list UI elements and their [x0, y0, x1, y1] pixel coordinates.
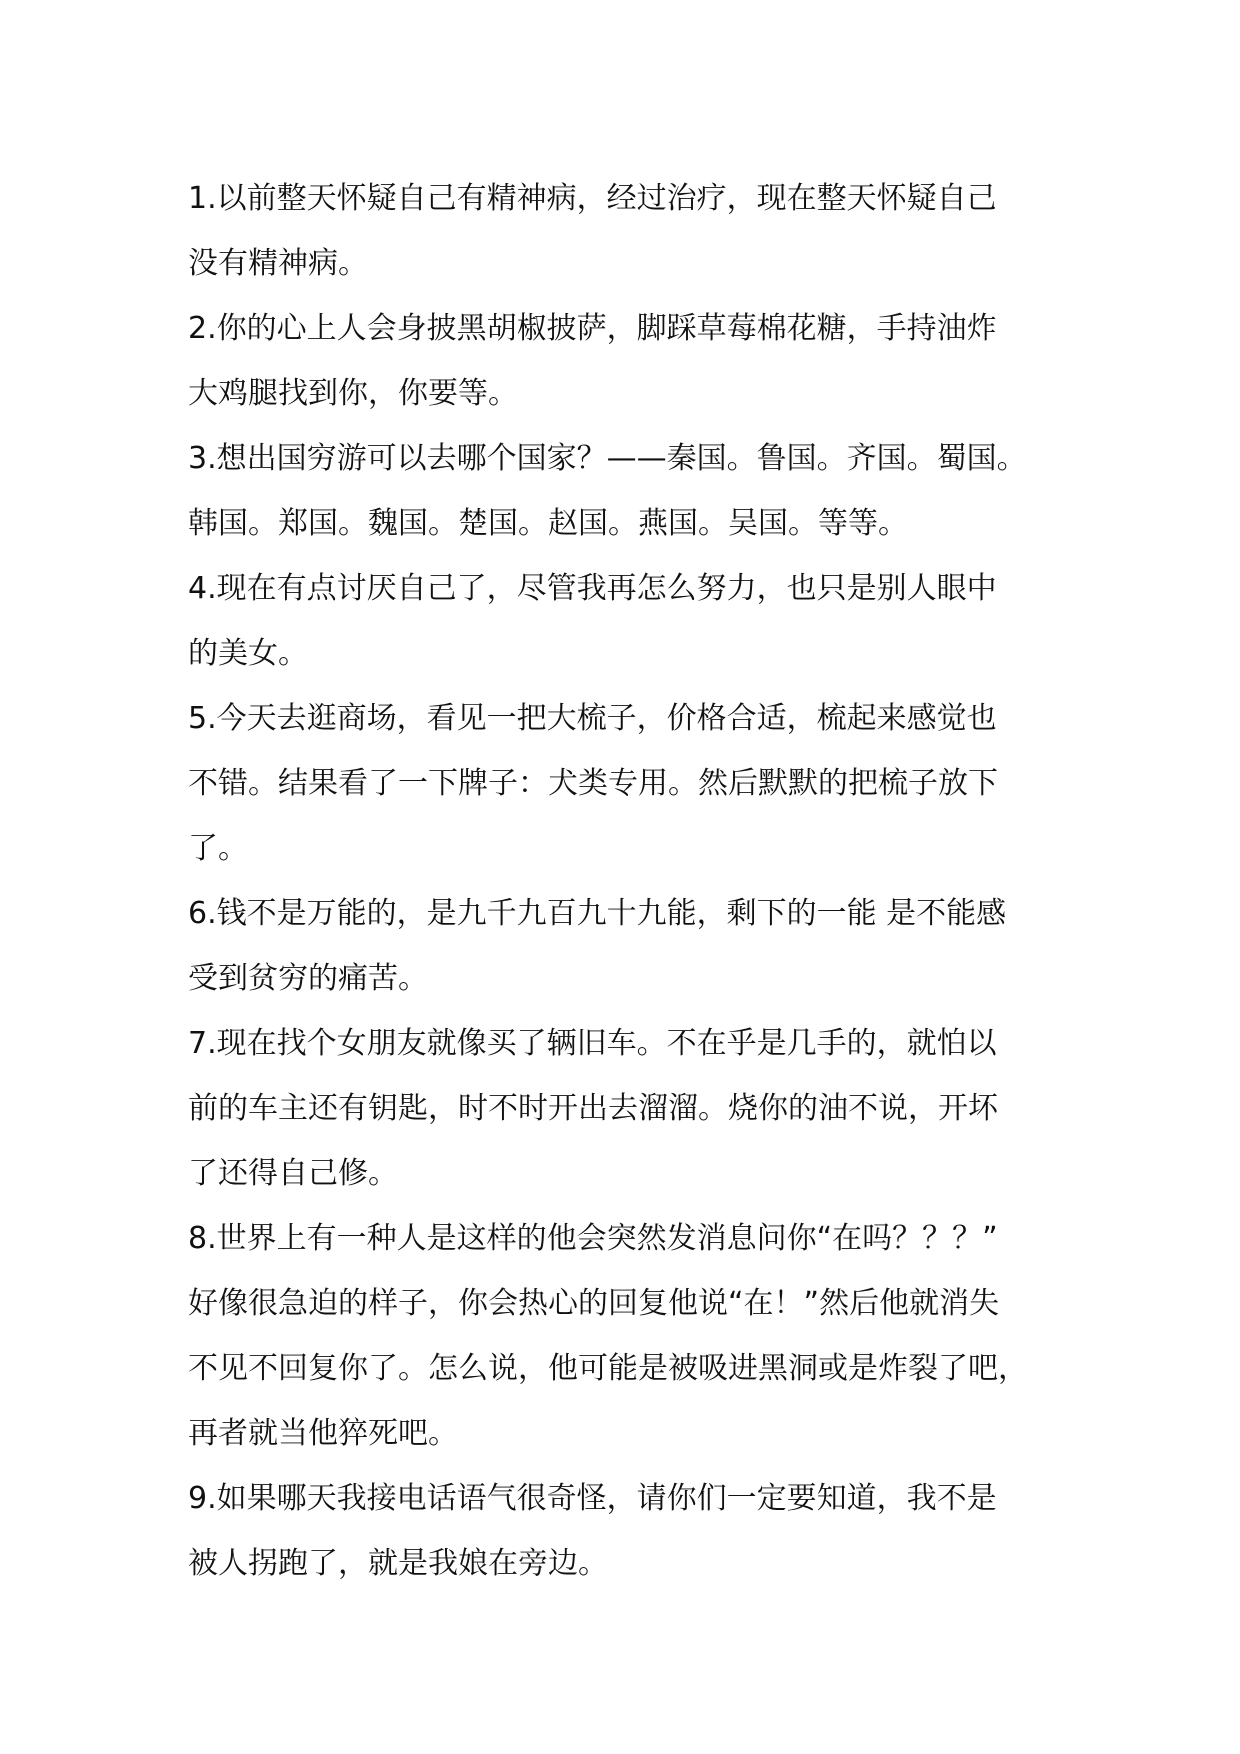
text-line: 2.你的心上人会身披黑胡椒披萨，脚踩草莓棉花糖，手持油炸 — [188, 311, 997, 346]
joke-paragraph-6 — [188, 881, 1068, 1011]
text-line: 没有精神病。 — [188, 246, 368, 281]
text-line: 好像很急迫的样子，你会热心的回复他说“在！”然后他就消失 — [188, 1286, 1000, 1321]
text-line: 8.世界上有一种人是这样的他会突然发消息问你“在吗？？？” — [188, 1221, 998, 1256]
joke-paragraph-9 — [188, 1466, 1068, 1596]
document-body — [188, 166, 1068, 1596]
text-line: 了。 — [188, 831, 248, 866]
text-line: 了还得自己修。 — [188, 1156, 398, 1191]
text-line: 的美女。 — [188, 636, 308, 671]
text-line: 7.现在找个女朋友就像买了辆旧车。不在乎是几手的，就怕以 — [188, 1026, 997, 1061]
joke-paragraph-3 — [188, 426, 1068, 556]
joke-paragraph-5 — [188, 686, 1068, 881]
text-line: 大鸡腿找到你，你要等。 — [188, 376, 518, 411]
text-line: 不错。结果看了一下牌子：犬类专用。然后默默的把梳子放下 — [188, 766, 998, 801]
joke-paragraph-1 — [188, 166, 1068, 296]
joke-paragraph-8 — [188, 1206, 1068, 1466]
text-line: 4.现在有点讨厌自己了，尽管我再怎么努力，也只是别人眼中 — [188, 571, 997, 606]
text-line: 受到贫穷的痛苦。 — [188, 961, 428, 996]
text-line: 被人拐跑了，就是我娘在旁边。 — [188, 1546, 608, 1581]
text-line: 5.今天去逛商场，看见一把大梳子，价格合适，梳起来感觉也 — [188, 701, 997, 736]
joke-paragraph-7 — [188, 1011, 1068, 1206]
text-line: 9.如果哪天我接电话语气很奇怪，请你们一定要知道，我不是 — [188, 1481, 997, 1516]
text-line: 不见不回复你了。怎么说，他可能是被吸进黑洞或是炸裂了吧， — [188, 1351, 1028, 1386]
text-line: 韩国。郑国。魏国。楚国。赵国。燕国。吴国。等等。 — [188, 506, 908, 541]
joke-paragraph-2 — [188, 296, 1068, 426]
text-line: 前的车主还有钥匙，时不时开出去溜溜。烧你的油不说，开坏 — [188, 1091, 998, 1126]
text-line: 6.钱不是万能的，是九千九百九十九能，剩下的一能 是不能感 — [188, 896, 1007, 931]
text-line: 1.以前整天怀疑自己有精神病，经过治疗，现在整天怀疑自己 — [188, 181, 997, 216]
joke-paragraph-4 — [188, 556, 1068, 686]
text-line: 再者就当他猝死吧。 — [188, 1416, 458, 1451]
text-line: 3.想出国穷游可以去哪个国家？——秦国。鲁国。齐国。蜀国。 — [188, 441, 1027, 476]
